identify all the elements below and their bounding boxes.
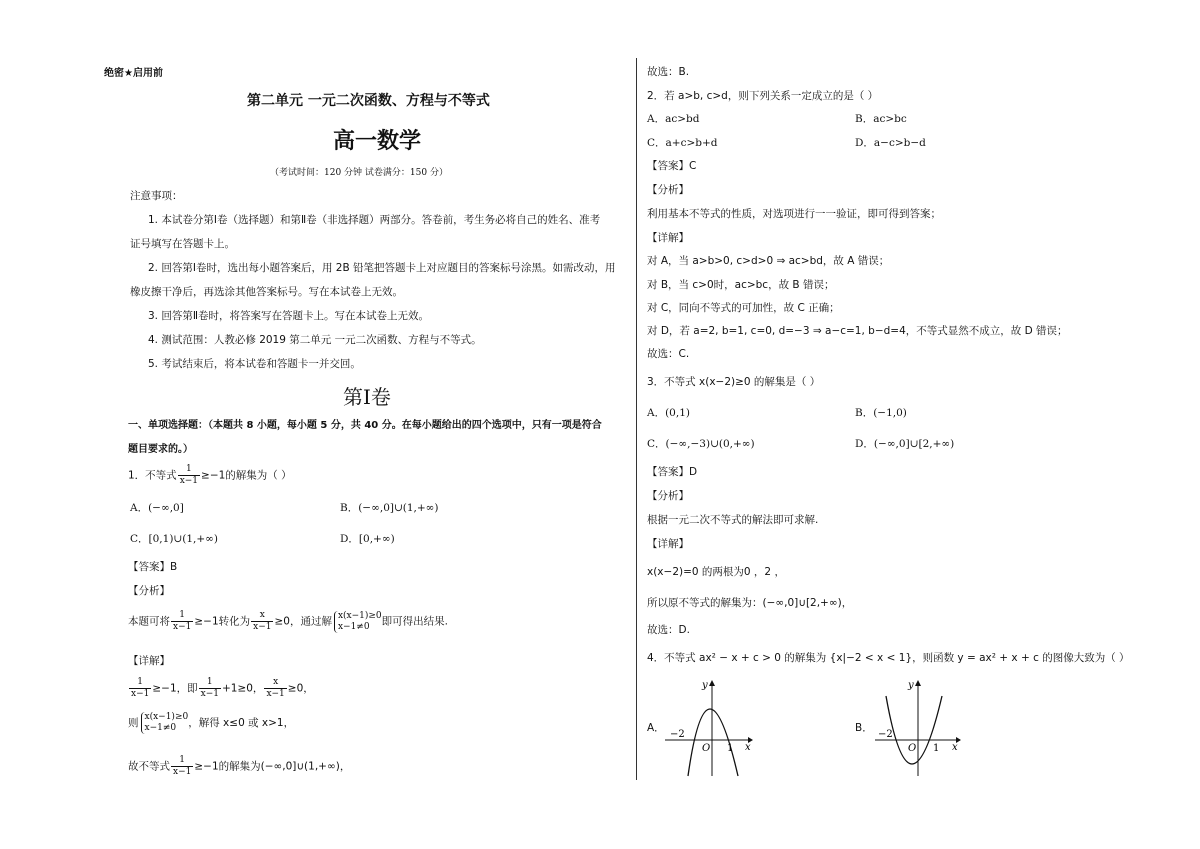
- note-2-line-2: 橡皮擦干净后，再选涂其他答案标号。写在本试卷上无效。: [130, 286, 403, 298]
- q2-detail-1: 对 A，当 a>b>0, c>d>0 ⇒ ac>bd，故 A 错误；: [647, 255, 890, 267]
- q2-option-c: C．a+c>b+d: [647, 137, 718, 149]
- y-label: y: [908, 680, 914, 691]
- y-label: y: [702, 680, 708, 691]
- single-choice-heading-1: 一、单项选择题：（本题共 8 小题，每小题 5 分，共 40 分。在每小题给出的四个选项中，只有一项是符合: [128, 420, 602, 431]
- page-title: 高一数学: [333, 129, 422, 154]
- question-3: 3．不等式 x(x−2)≥0 的解集是（ ）: [647, 376, 821, 388]
- q2-analysis-text: 利用基本不等式的性质，对选项进行一一验证，即可得到答案；: [647, 208, 941, 220]
- single-choice-heading-2: 题目要求的。）: [128, 444, 193, 455]
- q1-detail-label: 【详解】: [128, 655, 170, 667]
- q4-graph-b: [870, 676, 965, 780]
- q2-option-b: B．ac>bc: [855, 113, 907, 125]
- q1-detail-3: 故不等式 $\frac{1}{x-1}$ ≥−1的解集为(−∞,0]∪(1,+∞)，: [128, 755, 351, 777]
- q3-detail-label: 【详解】: [647, 538, 689, 550]
- origin-label: O: [908, 743, 917, 754]
- y-axis-arrow: [915, 680, 921, 686]
- q2-detail-4: 对 D，若 a=2, b=1, c=0, d=−3 ⇒ a−c=1, b−d=4，不等式显然不成立，故 D 错误；: [647, 325, 1068, 337]
- exam-info: （考试时间：120 分钟 试卷满分：150 分）: [270, 168, 448, 178]
- tick-label-1: 1: [933, 743, 940, 754]
- note-1-line-2: 证号填写在答题卡上。: [130, 238, 235, 250]
- column-divider: [636, 58, 637, 780]
- q3-detail-1: x(x−2)=0 的两根为0 ，2 ，: [647, 566, 785, 578]
- tick-label-neg2: −2: [878, 729, 893, 740]
- q2-detail-label: 【详解】: [647, 232, 689, 244]
- q3-option-b: B．(−1,0): [855, 407, 907, 419]
- tick-label-1: 1: [727, 743, 734, 754]
- origin-label: O: [702, 743, 711, 754]
- q3-option-a: A．(0,1): [647, 407, 690, 419]
- q2-answer: 【答案】C: [647, 160, 697, 172]
- section-title: 第Ⅰ卷: [343, 385, 391, 409]
- unit-title: 第二单元 一元二次函数、方程与不等式: [247, 93, 490, 109]
- q2-detail-3: 对 C，同向不等式的可加性，故 C 正确；: [647, 302, 840, 314]
- q1-option-c: C．[0,1)∪(1,+∞): [130, 533, 218, 545]
- question-2: 2．若 a>b, c>d，则下列关系一定成立的是（ ）: [647, 90, 879, 102]
- q4-graph-a: [660, 676, 755, 780]
- x-label: x: [952, 742, 958, 753]
- confidential-label: 绝密★启用前: [104, 68, 163, 79]
- tick-label-neg2: −2: [670, 729, 685, 740]
- q3-analysis-text: 根据一元二次不等式的解法即可求解.: [647, 514, 819, 526]
- q1-analysis-label: 【分析】: [128, 585, 170, 597]
- q2-detail-2: 对 B，当 c>0时，ac>bc，故 B 错误；: [647, 279, 835, 291]
- note-3: 3. 回答第Ⅱ卷时，将答案写在答题卡上。写在本试卷上无效。: [148, 310, 430, 322]
- q3-analysis-label: 【分析】: [647, 490, 689, 502]
- q1-option-a: A．(−∞,0]: [130, 502, 184, 514]
- q1-option-d: D．[0,+∞): [340, 533, 395, 545]
- q1-conclusion: 故选：B.: [647, 66, 690, 78]
- y-axis-arrow: [709, 680, 715, 686]
- q3-conclusion: 故选：D.: [647, 624, 690, 636]
- question-1: 1．不等式 $\frac{1}{x-1}$ ≥−1的解集为（ ）: [128, 464, 292, 486]
- q1-option-b: B．(−∞,0]∪(1,+∞): [340, 502, 439, 514]
- fraction: $\frac{1}{x-1}$: [179, 464, 199, 486]
- q4-option-a: A．: [647, 722, 665, 734]
- notes-title: 注意事项：: [130, 190, 183, 202]
- q3-option-c: C．(−∞,−3)∪(0,+∞): [647, 438, 755, 450]
- x-label: x: [745, 742, 751, 753]
- note-4: 4. 测试范围：人教必修 2019 第二单元 一元二次函数、方程与不等式。: [148, 334, 482, 346]
- q2-conclusion: 故选：C.: [647, 348, 690, 360]
- note-1-line-1: 1. 本试卷分第Ⅰ卷（选择题）和第Ⅱ卷（非选择题）两部分。答卷前，考生务必将自己的姓名、准考: [148, 214, 601, 226]
- q1-detail-2: 则 x(x−1)≥0 x−1≠0 ，解得 x≤0 或 x>1，: [128, 712, 295, 733]
- question-4: 4．不等式 ax² − x + c > 0 的解集为 {x|−2 < x < 1}，则函数 y = ax² + x + c 的图像大致为（ ）: [647, 652, 1130, 664]
- q1-analysis-text: 本题可将 $\frac{1}{x-1}$ ≥−1转化为 $\frac{x}{x-1}$ ≥0，通过解 x(x−1)≥0 x−1≠0 即可得出结果.: [128, 610, 449, 632]
- q2-option-d: D．a−c>b−d: [855, 137, 926, 149]
- note-5: 5. 考试结束后，将本试卷和答题卡一并交回。: [148, 358, 361, 370]
- q2-option-a: A．ac>bd: [647, 113, 700, 125]
- q1-answer: 【答案】B: [128, 561, 178, 573]
- q1-detail-1: $\frac{1}{x-1}$ ≥−1，即 $\frac{1}{x-1}$ +1≥0， $\frac{x}{x-1}$ ≥0，: [131, 677, 314, 699]
- note-2-line-1: 2. 回答第Ⅰ卷时，选出每小题答案后，用 2B 铅笔把答题卡上对应题目的答案标号涂黑。如需改动，用: [148, 262, 616, 274]
- q4-option-b: B．: [855, 722, 873, 734]
- q3-option-d: D．(−∞,0]∪[2,+∞): [855, 438, 955, 450]
- q3-detail-2: 所以原不等式的解集为：(−∞,0]∪[2,+∞)，: [647, 597, 853, 609]
- q2-analysis-label: 【分析】: [647, 184, 689, 196]
- q3-answer: 【答案】D: [647, 466, 698, 478]
